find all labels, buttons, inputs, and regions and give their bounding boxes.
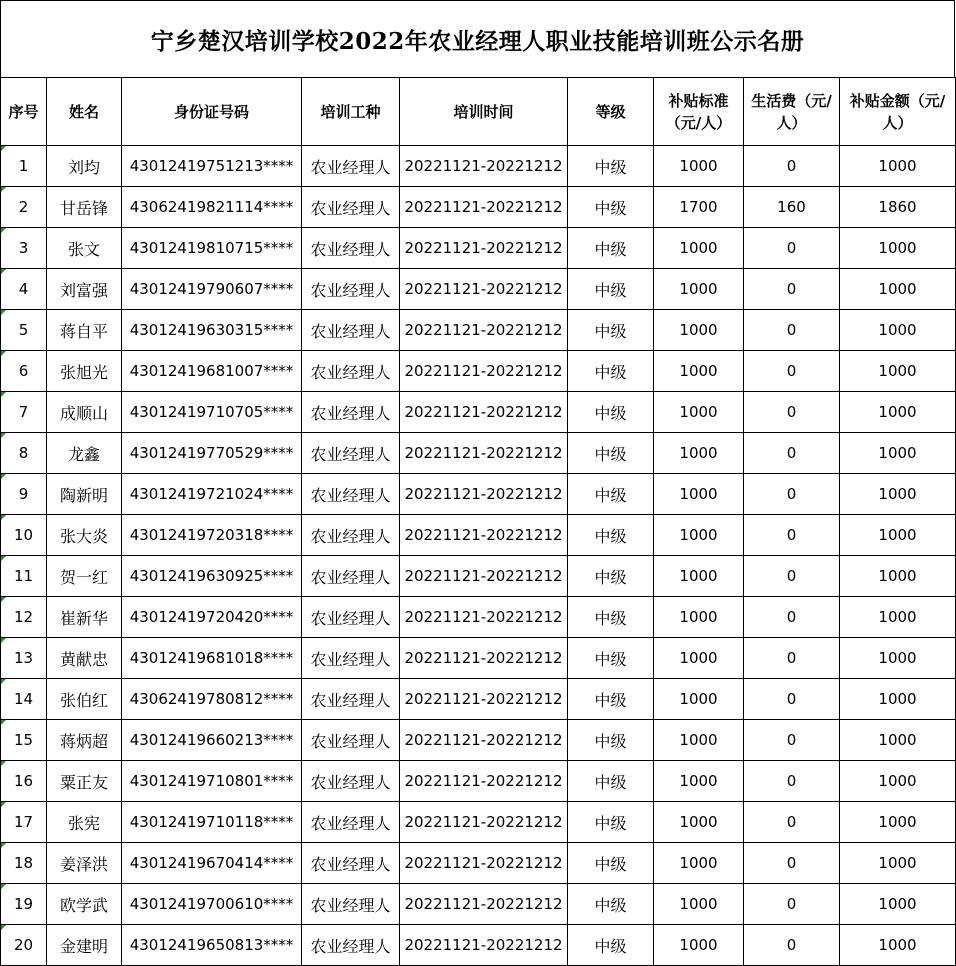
- cell-name[interactable]: 欧学武: [47, 884, 122, 925]
- cell-level[interactable]: 中级: [568, 351, 654, 392]
- cell-training-time[interactable]: 20221121-20221212: [400, 597, 568, 638]
- cell-job-type[interactable]: 农业经理人: [302, 392, 400, 433]
- cell-subsidy-standard[interactable]: 1000: [654, 761, 744, 802]
- table-row: [1, 146, 956, 187]
- cell-index[interactable]: 17: [1, 802, 47, 843]
- cell-training-time[interactable]: 20221121-20221212: [400, 228, 568, 269]
- cell-name[interactable]: 张文: [47, 228, 122, 269]
- cell-subsidy-amount[interactable]: 1000: [840, 843, 956, 884]
- cell-level[interactable]: 中级: [568, 597, 654, 638]
- cell-subsidy-amount[interactable]: 1000: [840, 597, 956, 638]
- cell-training-time[interactable]: 20221121-20221212: [400, 556, 568, 597]
- cell-id-number[interactable]: 43012419681007****: [122, 351, 302, 392]
- cell-level[interactable]: 中级: [568, 228, 654, 269]
- cell-level[interactable]: 中级: [568, 802, 654, 843]
- cell-job-type[interactable]: 农业经理人: [302, 515, 400, 556]
- cell-index[interactable]: 20: [1, 925, 47, 966]
- cell-subsidy-amount[interactable]: 1000: [840, 802, 956, 843]
- cell-id-number[interactable]: 43062419821114****: [122, 187, 302, 228]
- cell-living-cost[interactable]: 0: [744, 843, 840, 884]
- page-title: 宁乡楚汉培训学校2022年农业经理人职业技能培训班公示名册: [0, 0, 955, 78]
- table-row: [1, 720, 956, 761]
- cell-training-time[interactable]: 20221121-20221212: [400, 310, 568, 351]
- cell-subsidy-standard[interactable]: 1000: [654, 310, 744, 351]
- cell-name[interactable]: 粟正友: [47, 761, 122, 802]
- cell-training-time[interactable]: 20221121-20221212: [400, 269, 568, 310]
- cell-living-cost[interactable]: 0: [744, 228, 840, 269]
- cell-index[interactable]: 19: [1, 884, 47, 925]
- cell-level[interactable]: 中级: [568, 720, 654, 761]
- cell-subsidy-amount[interactable]: 1000: [840, 515, 956, 556]
- cell-living-cost[interactable]: 0: [744, 679, 840, 720]
- cell-job-type[interactable]: 农业经理人: [302, 187, 400, 228]
- cell-name[interactable]: 刘富强: [47, 269, 122, 310]
- cell-subsidy-standard[interactable]: 1000: [654, 146, 744, 187]
- cell-id-number[interactable]: 43012419710801****: [122, 761, 302, 802]
- cell-job-type[interactable]: 农业经理人: [302, 925, 400, 966]
- cell-training-time[interactable]: 20221121-20221212: [400, 679, 568, 720]
- cell-training-time[interactable]: 20221121-20221212: [400, 187, 568, 228]
- cell-training-time[interactable]: 20221121-20221212: [400, 720, 568, 761]
- cell-job-type[interactable]: 农业经理人: [302, 802, 400, 843]
- cell-subsidy-amount[interactable]: 1000: [840, 761, 956, 802]
- cell-job-type[interactable]: 农业经理人: [302, 433, 400, 474]
- cell-training-time[interactable]: 20221121-20221212: [400, 925, 568, 966]
- cell-subsidy-amount[interactable]: 1000: [840, 269, 956, 310]
- cell-subsidy-standard[interactable]: 1000: [654, 515, 744, 556]
- cell-level[interactable]: 中级: [568, 556, 654, 597]
- cell-level[interactable]: 中级: [568, 269, 654, 310]
- cell-level[interactable]: 中级: [568, 884, 654, 925]
- cell-job-type[interactable]: 农业经理人: [302, 556, 400, 597]
- cell-id-number[interactable]: 43012419710705****: [122, 392, 302, 433]
- cell-job-type[interactable]: 农业经理人: [302, 884, 400, 925]
- table-row: [1, 187, 956, 228]
- cell-subsidy-standard[interactable]: 1000: [654, 433, 744, 474]
- header-job-type[interactable]: 培训工种: [302, 78, 400, 146]
- cell-index[interactable]: 6: [1, 351, 47, 392]
- cell-id-number[interactable]: 43012419630315****: [122, 310, 302, 351]
- table-row: [1, 679, 956, 720]
- cell-level[interactable]: 中级: [568, 433, 654, 474]
- table-row: [1, 843, 956, 884]
- cell-name[interactable]: 张旭光: [47, 351, 122, 392]
- header-id-number[interactable]: 身份证号码: [122, 78, 302, 146]
- cell-index[interactable]: 9: [1, 474, 47, 515]
- cell-name[interactable]: 黄献忠: [47, 638, 122, 679]
- cell-job-type[interactable]: 农业经理人: [302, 269, 400, 310]
- cell-id-number[interactable]: 43012419770529****: [122, 433, 302, 474]
- table-row: [1, 802, 956, 843]
- table-row: [1, 228, 956, 269]
- cell-name[interactable]: 姜泽洪: [47, 843, 122, 884]
- cell-living-cost[interactable]: 0: [744, 556, 840, 597]
- cell-name[interactable]: 贺一红: [47, 556, 122, 597]
- cell-subsidy-amount[interactable]: 1000: [840, 720, 956, 761]
- table-row: [1, 761, 956, 802]
- header-index[interactable]: 序号: [1, 78, 47, 146]
- table-row: [1, 474, 956, 515]
- table-row: [1, 433, 956, 474]
- cell-id-number[interactable]: 43012419681018****: [122, 638, 302, 679]
- cell-index[interactable]: 5: [1, 310, 47, 351]
- cell-training-time[interactable]: 20221121-20221212: [400, 761, 568, 802]
- cell-job-type[interactable]: 农业经理人: [302, 638, 400, 679]
- cell-training-time[interactable]: 20221121-20221212: [400, 146, 568, 187]
- cell-job-type[interactable]: 农业经理人: [302, 761, 400, 802]
- cell-name[interactable]: 张大炎: [47, 515, 122, 556]
- cell-living-cost[interactable]: 0: [744, 351, 840, 392]
- cell-living-cost[interactable]: 0: [744, 761, 840, 802]
- cell-level[interactable]: 中级: [568, 843, 654, 884]
- cell-id-number[interactable]: 43012419720318****: [122, 515, 302, 556]
- cell-job-type[interactable]: 农业经理人: [302, 146, 400, 187]
- cell-index[interactable]: 18: [1, 843, 47, 884]
- cell-name[interactable]: 甘岳锋: [47, 187, 122, 228]
- cell-name[interactable]: 陶新明: [47, 474, 122, 515]
- header-subsidy-standard[interactable]: 补贴标准（元/人）: [654, 78, 744, 146]
- header-name[interactable]: 姓名: [47, 78, 122, 146]
- cell-id-number[interactable]: 43012419751213****: [122, 146, 302, 187]
- cell-subsidy-standard[interactable]: 1000: [654, 679, 744, 720]
- cell-subsidy-amount[interactable]: 1000: [840, 310, 956, 351]
- cell-subsidy-amount[interactable]: 1000: [840, 556, 956, 597]
- cell-living-cost[interactable]: 0: [744, 720, 840, 761]
- cell-index[interactable]: 7: [1, 392, 47, 433]
- cell-subsidy-amount[interactable]: 1000: [840, 228, 956, 269]
- cell-subsidy-amount[interactable]: 1000: [840, 351, 956, 392]
- cell-training-time[interactable]: 20221121-20221212: [400, 802, 568, 843]
- cell-living-cost[interactable]: 0: [744, 597, 840, 638]
- cell-index[interactable]: 12: [1, 597, 47, 638]
- cell-training-time[interactable]: 20221121-20221212: [400, 351, 568, 392]
- cell-name[interactable]: 张宪: [47, 802, 122, 843]
- cell-subsidy-standard[interactable]: 1000: [654, 228, 744, 269]
- cell-name[interactable]: 蒋自平: [47, 310, 122, 351]
- cell-job-type[interactable]: 农业经理人: [302, 474, 400, 515]
- cell-subsidy-standard[interactable]: 1000: [654, 802, 744, 843]
- cell-index[interactable]: 10: [1, 515, 47, 556]
- cell-subsidy-standard[interactable]: 1000: [654, 269, 744, 310]
- table-row: [1, 310, 956, 351]
- cell-name[interactable]: 张伯红: [47, 679, 122, 720]
- cell-name[interactable]: 金建明: [47, 925, 122, 966]
- cell-name[interactable]: 刘均: [47, 146, 122, 187]
- cell-subsidy-standard[interactable]: 1000: [654, 843, 744, 884]
- table-row: [1, 597, 956, 638]
- header-row: [1, 78, 956, 146]
- cell-job-type[interactable]: 农业经理人: [302, 720, 400, 761]
- cell-subsidy-standard[interactable]: 1000: [654, 556, 744, 597]
- cell-living-cost[interactable]: 0: [744, 802, 840, 843]
- cell-subsidy-standard[interactable]: 1000: [654, 474, 744, 515]
- cell-subsidy-amount[interactable]: 1000: [840, 392, 956, 433]
- cell-living-cost[interactable]: 0: [744, 638, 840, 679]
- cell-job-type[interactable]: 农业经理人: [302, 843, 400, 884]
- cell-level[interactable]: 中级: [568, 310, 654, 351]
- cell-level[interactable]: 中级: [568, 761, 654, 802]
- cell-id-number[interactable]: 43012419670414****: [122, 843, 302, 884]
- cell-training-time[interactable]: 20221121-20221212: [400, 515, 568, 556]
- cell-index[interactable]: 1: [1, 146, 47, 187]
- roster-table: [0, 77, 956, 966]
- table-row: [1, 269, 956, 310]
- cell-index[interactable]: 16: [1, 761, 47, 802]
- cell-living-cost[interactable]: 0: [744, 925, 840, 966]
- cell-subsidy-amount[interactable]: 1000: [840, 474, 956, 515]
- cell-level[interactable]: 中级: [568, 187, 654, 228]
- cell-index[interactable]: 14: [1, 679, 47, 720]
- cell-id-number[interactable]: 43012419720420****: [122, 597, 302, 638]
- cell-level[interactable]: 中级: [568, 515, 654, 556]
- cell-index[interactable]: 2: [1, 187, 47, 228]
- header-living-cost[interactable]: 生活费（元/人）: [744, 78, 840, 146]
- cell-id-number[interactable]: 43062419780812****: [122, 679, 302, 720]
- table-row: [1, 392, 956, 433]
- header-subsidy-amount[interactable]: 补贴金额（元/人）: [840, 78, 956, 146]
- header-level[interactable]: 等级: [568, 78, 654, 146]
- table-row: [1, 351, 956, 392]
- cell-training-time[interactable]: 20221121-20221212: [400, 433, 568, 474]
- cell-subsidy-amount[interactable]: 1000: [840, 638, 956, 679]
- cell-subsidy-standard[interactable]: 1000: [654, 351, 744, 392]
- cell-index[interactable]: 3: [1, 228, 47, 269]
- cell-training-time[interactable]: 20221121-20221212: [400, 392, 568, 433]
- table-row: [1, 515, 956, 556]
- cell-subsidy-standard[interactable]: 1700: [654, 187, 744, 228]
- cell-training-time[interactable]: 20221121-20221212: [400, 638, 568, 679]
- cell-living-cost[interactable]: 0: [744, 433, 840, 474]
- table-row: [1, 925, 956, 966]
- cell-level[interactable]: 中级: [568, 392, 654, 433]
- cell-living-cost[interactable]: 160: [744, 187, 840, 228]
- cell-subsidy-standard[interactable]: 1000: [654, 884, 744, 925]
- cell-living-cost[interactable]: 0: [744, 515, 840, 556]
- cell-id-number[interactable]: 43012419790607****: [122, 269, 302, 310]
- cell-level[interactable]: 中级: [568, 638, 654, 679]
- cell-id-number[interactable]: 43012419721024****: [122, 474, 302, 515]
- cell-id-number[interactable]: 43012419660213****: [122, 720, 302, 761]
- cell-subsidy-amount[interactable]: 1860: [840, 187, 956, 228]
- cell-job-type[interactable]: 农业经理人: [302, 597, 400, 638]
- cell-level[interactable]: 中级: [568, 679, 654, 720]
- cell-id-number[interactable]: 43012419710118****: [122, 802, 302, 843]
- cell-living-cost[interactable]: 0: [744, 310, 840, 351]
- cell-name[interactable]: 成顺山: [47, 392, 122, 433]
- header-training-time[interactable]: 培训时间: [400, 78, 568, 146]
- table-row: [1, 556, 956, 597]
- cell-level[interactable]: 中级: [568, 474, 654, 515]
- cell-index[interactable]: 15: [1, 720, 47, 761]
- cell-id-number[interactable]: 43012419650813****: [122, 925, 302, 966]
- cell-level[interactable]: 中级: [568, 146, 654, 187]
- cell-index[interactable]: 8: [1, 433, 47, 474]
- roster-body: [1, 146, 956, 966]
- cell-living-cost[interactable]: 0: [744, 392, 840, 433]
- cell-job-type[interactable]: 农业经理人: [302, 228, 400, 269]
- cell-subsidy-standard[interactable]: 1000: [654, 720, 744, 761]
- cell-training-time[interactable]: 20221121-20221212: [400, 474, 568, 515]
- cell-subsidy-standard[interactable]: 1000: [654, 638, 744, 679]
- cell-subsidy-standard[interactable]: 1000: [654, 597, 744, 638]
- cell-subsidy-amount[interactable]: 1000: [840, 433, 956, 474]
- cell-index[interactable]: 11: [1, 556, 47, 597]
- cell-id-number[interactable]: 43012419810715****: [122, 228, 302, 269]
- cell-level[interactable]: 中级: [568, 925, 654, 966]
- table-row: [1, 638, 956, 679]
- table-row: [1, 884, 956, 925]
- cell-job-type[interactable]: 农业经理人: [302, 310, 400, 351]
- cell-name[interactable]: 龙鑫: [47, 433, 122, 474]
- cell-subsidy-amount[interactable]: 1000: [840, 925, 956, 966]
- cell-training-time[interactable]: 20221121-20221212: [400, 843, 568, 884]
- cell-subsidy-amount[interactable]: 1000: [840, 884, 956, 925]
- cell-index[interactable]: 13: [1, 638, 47, 679]
- cell-name[interactable]: 蒋炳超: [47, 720, 122, 761]
- cell-name[interactable]: 崔新华: [47, 597, 122, 638]
- cell-living-cost[interactable]: 0: [744, 269, 840, 310]
- cell-training-time[interactable]: 20221121-20221212: [400, 884, 568, 925]
- cell-id-number[interactable]: 43012419630925****: [122, 556, 302, 597]
- cell-living-cost[interactable]: 0: [744, 884, 840, 925]
- cell-subsidy-amount[interactable]: 1000: [840, 146, 956, 187]
- cell-subsidy-standard[interactable]: 1000: [654, 392, 744, 433]
- cell-living-cost[interactable]: 0: [744, 146, 840, 187]
- cell-id-number[interactable]: 43012419700610****: [122, 884, 302, 925]
- cell-subsidy-amount[interactable]: 1000: [840, 679, 956, 720]
- cell-living-cost[interactable]: 0: [744, 474, 840, 515]
- cell-job-type[interactable]: 农业经理人: [302, 351, 400, 392]
- cell-subsidy-standard[interactable]: 1000: [654, 925, 744, 966]
- cell-index[interactable]: 4: [1, 269, 47, 310]
- cell-job-type[interactable]: 农业经理人: [302, 679, 400, 720]
